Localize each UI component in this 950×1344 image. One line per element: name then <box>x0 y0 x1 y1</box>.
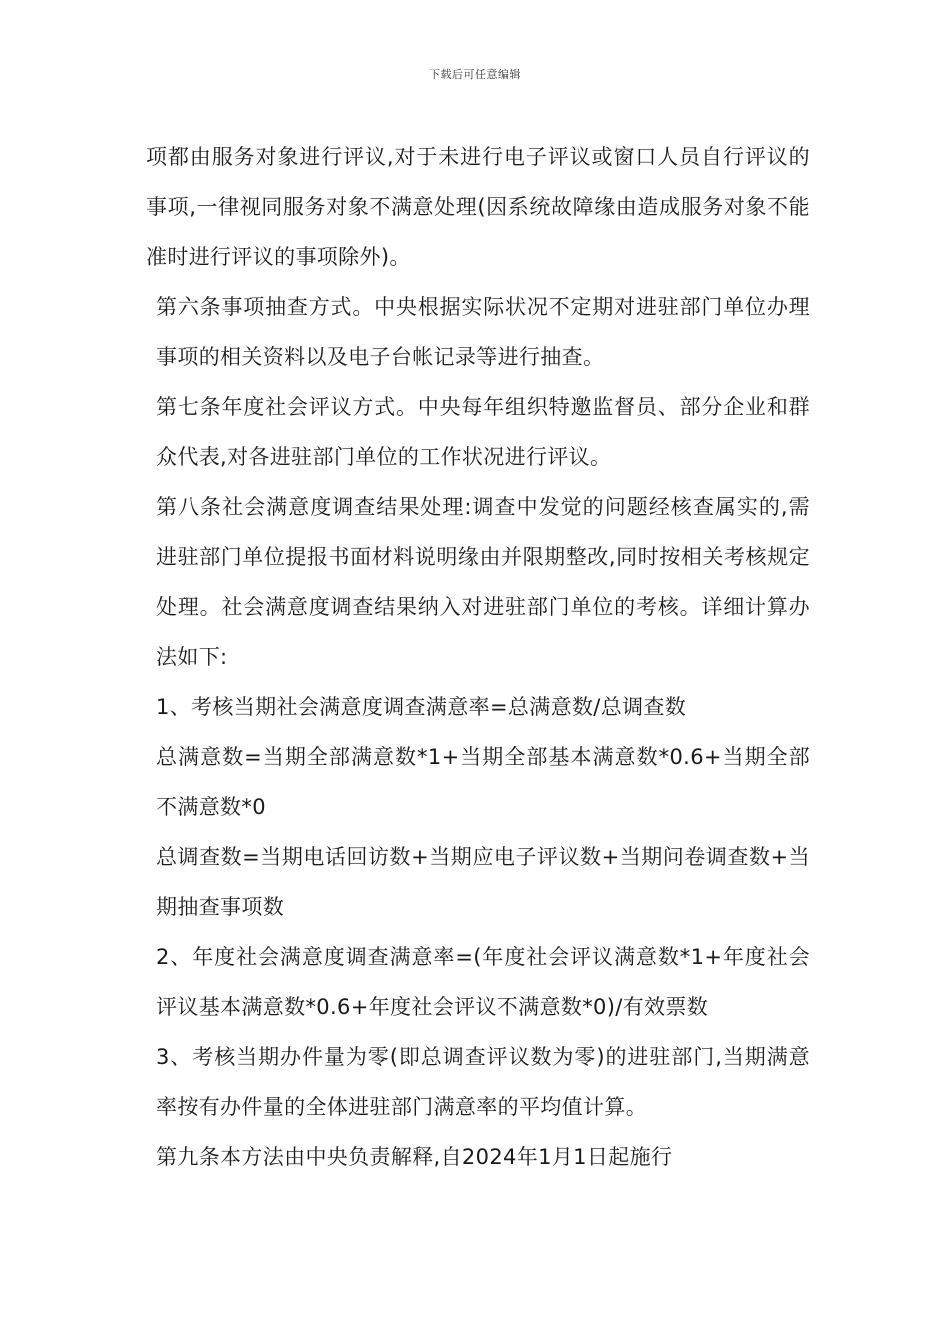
paragraph-formula-3: 3、考核当期办件量为零(即总调查评议数为零)的进驻部门,当期满意率按有办件量的全体进驻部门满意率的平均值计算。 <box>156 1045 810 1119</box>
paragraph-continuation: 项都由服务对象进行评议,对于未进行电子评议或窗口人员自行评议的事项,一律视同服务对象不满意处理(因系统故障缘由造成服务对象不能准时进行评议的事项除外)。 <box>146 145 810 269</box>
paragraph-article-9: 第九条本方法由中央负责解释,自2024年1月1日起施行 <box>156 1145 673 1169</box>
page-header: 下载后可任意编辑 <box>429 68 521 81</box>
paragraph-formula-2: 2、年度社会满意度调查满意率=(年度社会评议满意数*1+年度社会评议基本满意数*0.6+年度社会评议不满意数*0)/有效票数 <box>156 945 810 1019</box>
paragraph-total-satisfied: 总满意数=当期全部满意数*1+当期全部基本满意数*0.6+当期全部不满意数*0 <box>156 745 810 819</box>
paragraph-formula-1: 1、考核当期社会满意度调查满意率=总满意数/总调查数 <box>156 695 687 719</box>
document-body <box>146 132 810 1182</box>
paragraph-total-surveyed: 总调查数=当期电话回访数+当期应电子评议数+当期问卷调查数+当期抽查事项数 <box>156 845 810 919</box>
paragraph-article-8: 第八条社会满意度调查结果处理:调查中发觉的问题经核查属实的,需进驻部门单位提报书面材料说明缘由并限期整改,同时按相关考核规定处理。社会满意度调查结果纳入对进驻部门单位的考核。详细计算办法如下: <box>156 495 810 669</box>
paragraph-article-6: 第六条事项抽查方式。中央根据实际状况不定期对进驻部门单位办理事项的相关资料以及电子台帐记录等进行抽查。 <box>156 295 810 369</box>
paragraph-article-7: 第七条年度社会评议方式。中央每年组织特邀监督员、部分企业和群众代表,对各进驻部门单位的工作状况进行评议。 <box>156 395 810 469</box>
